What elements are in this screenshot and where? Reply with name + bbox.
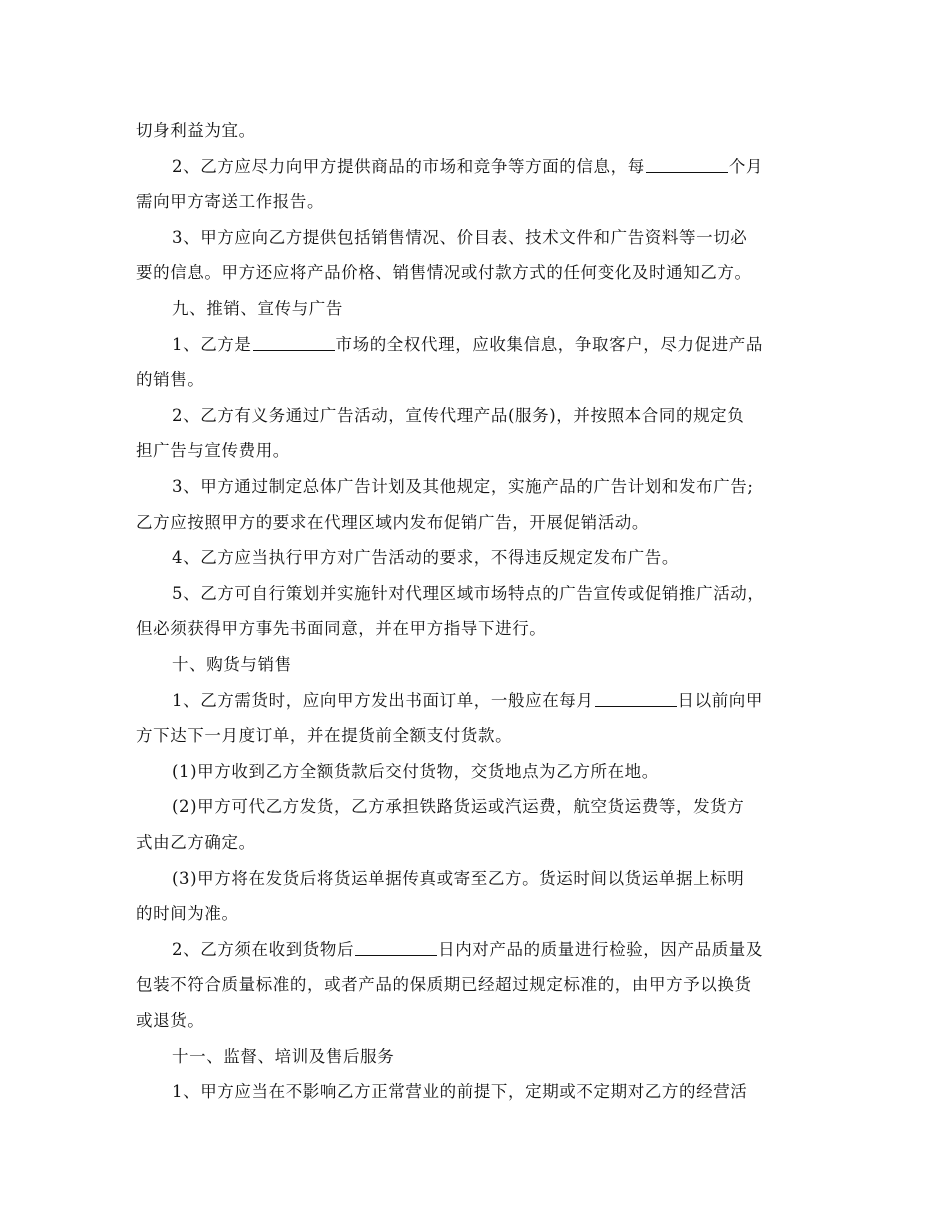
text-segment: 切身利益为宜。 [136,121,256,140]
text-line [172,683,763,718]
fill-in-blank [355,935,437,956]
text-line [172,291,343,326]
text-segment: 但必须获得甲方事先书面同意，并在甲方指导下进行。 [136,619,547,639]
text-line [172,647,292,682]
text-segment: 包装不符合质量标准的，或者产品的保质期已经超过规定标准的，由甲方予以换货 [136,975,752,995]
text-segment: 5、乙方可自行策划并实施针对代理区域市场特点的广告宣传或促销推广活动， [172,583,765,603]
text-segment: 方下达下一月度订单，并在提货前全额支付货款。 [136,726,513,746]
text-segment: 日以前向甲 [677,690,763,710]
text-segment: 1、甲方应当在不影响乙方正常营业的前提下，定期或不定期对乙方的经营活 [172,1082,748,1102]
text-segment: 十、购货与销售 [172,655,292,674]
text-segment: (1)甲方收到乙方全额货款后交付货物，交货地点为乙方所在地。 [172,761,659,781]
text-line [136,967,752,1002]
text-segment: 或退货。 [136,1011,205,1030]
text-segment: 式由乙方确定。 [136,833,256,852]
text-line [172,220,747,255]
text-segment: 2、乙方有义务通过广告活动，宣传代理产品(服务)，并按照本合同的规定负 [172,405,745,425]
text-segment: 九、推销、宣传与广告 [172,299,343,318]
text-segment: 2、乙方应尽力向甲方提供商品的市场和竞争等方面的信息，每 [172,156,645,176]
text-line [136,113,256,148]
text-line [172,327,763,362]
fill-in-blank [253,330,335,351]
text-segment: 1、乙方需货时，应向甲方发出书面订单，一般应在每月 [172,690,594,710]
text-line [172,398,744,433]
text-line [172,861,744,896]
text-segment: (2)甲方可代乙方发货，乙方承担铁路货运或汽运费，航空货运费等，发货方 [172,797,745,817]
text-segment: 市场的全权代理，应收集信息，争取客户，尽力促进产品 [335,334,763,354]
text-line [172,789,744,824]
text-line [136,896,239,931]
text-segment: 1、乙方是 [172,334,252,354]
text-segment: 4、乙方应当执行甲方对广告活动的要求，不得违反规定发布广告。 [172,548,679,568]
text-line [172,469,754,504]
text-segment: 十一、监督、培训及售后服务 [172,1046,395,1066]
text-line [136,825,256,860]
text-segment: 的销售。 [136,370,205,390]
text-line [172,540,679,575]
text-segment: 2、乙方须在收到货物后 [172,939,355,959]
text-segment: 要的信息。甲方还应将产品价格、销售情况或付款方式的任何变化及时通知乙方。 [136,263,752,283]
text-line [136,1003,204,1038]
text-segment: 3、甲方应向乙方提供包括销售情况、价目表、技术文件和广告资料等一切必 [172,227,748,247]
text-segment: 担广告与宣传费用。 [136,441,290,461]
text-line [136,611,546,646]
text-segment: 个月 [728,156,764,176]
text-line [136,718,512,753]
text-line [172,1039,394,1074]
text-segment: 乙方应按照甲方的要求在代理区域内发布促销广告，开展促销活动。 [136,512,649,532]
text-segment: (3)甲方将在发货后将货运单据传真或寄至乙方。货运时间以货运单据上标明 [172,868,745,888]
text-segment: 的时间为准。 [136,904,239,924]
fill-in-blank [646,152,728,173]
text-line [172,149,763,184]
text-line [136,184,324,219]
text-line [172,754,659,789]
fill-in-blank [595,686,677,707]
text-line [172,576,765,611]
text-segment: 3、甲方通过制定总体广告计划及其他规定，实施产品的广告计划和发布广告; [172,477,754,496]
text-segment: 需向甲方寄送工作报告。 [136,192,325,212]
text-line [136,433,290,468]
text-line [172,1074,747,1109]
text-line [136,255,752,290]
text-segment: 日内对产品的质量进行检验，因产品质量及 [438,939,764,959]
text-line [136,362,204,397]
text-line [172,932,763,967]
text-line [136,505,649,540]
